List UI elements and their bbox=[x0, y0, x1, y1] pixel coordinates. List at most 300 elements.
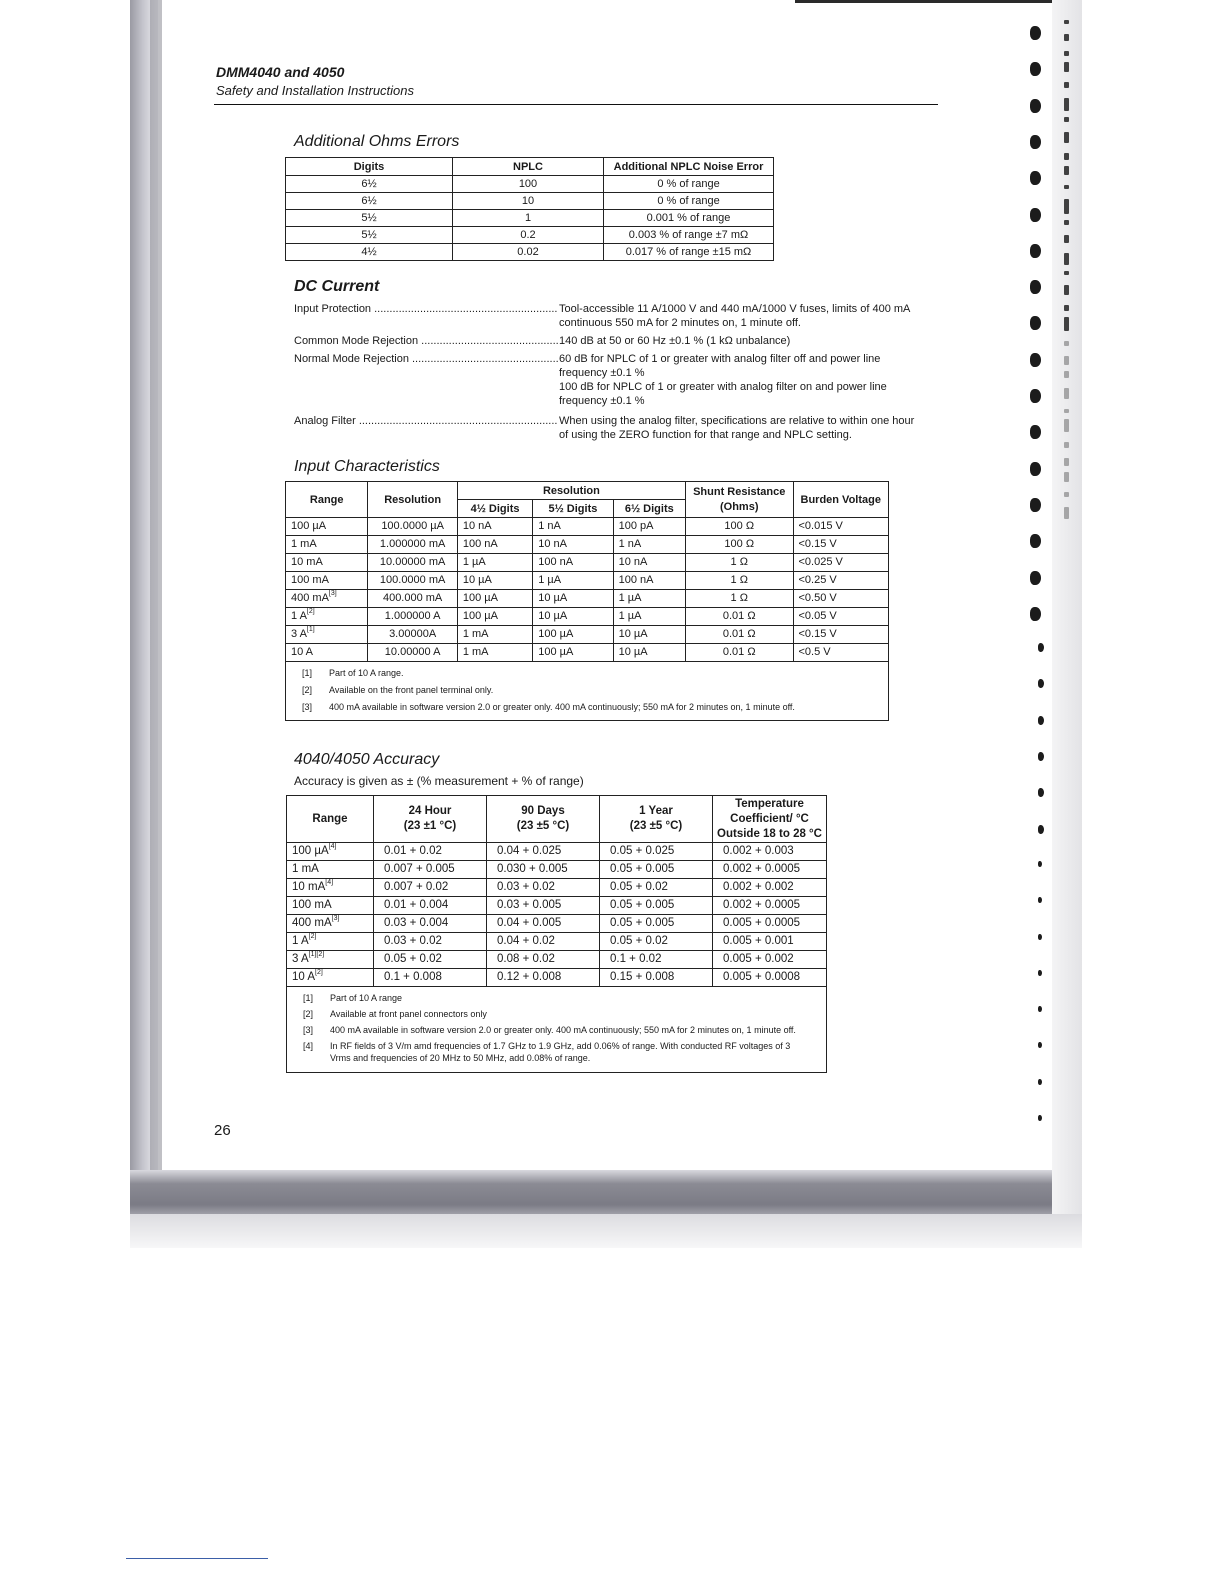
binding-ring bbox=[1038, 1042, 1042, 1048]
cell-range bbox=[287, 933, 374, 951]
table-row bbox=[286, 193, 774, 210]
cell-noise-error: 0 % of range bbox=[604, 176, 774, 193]
spec-value: When using the analog filter, specifications are relative to within one hour of using the ZERO function for that range and NPLC setting. bbox=[559, 415, 915, 441]
spine-mark bbox=[1064, 117, 1069, 122]
cell-text: 10 A bbox=[291, 646, 314, 658]
cell-temp bbox=[713, 879, 827, 897]
cell-text: 10 mA bbox=[291, 556, 323, 568]
cell-text: 1 µA bbox=[618, 592, 642, 604]
cell-d45 bbox=[457, 536, 532, 554]
cell-text: 10 µA bbox=[618, 646, 648, 658]
cell-h24 bbox=[374, 933, 487, 951]
table-row bbox=[287, 951, 827, 969]
cell-res bbox=[368, 608, 457, 626]
header-rule bbox=[214, 104, 938, 105]
cell-text: 1 mA bbox=[462, 646, 489, 658]
spec-normal-mode bbox=[294, 352, 924, 412]
cell-range bbox=[287, 915, 374, 933]
cell-digits: 5½ bbox=[286, 210, 453, 227]
binding-ring bbox=[1030, 498, 1041, 512]
cell-d45 bbox=[457, 626, 532, 644]
spine-mark bbox=[1064, 419, 1069, 432]
binding-spine bbox=[1060, 14, 1074, 514]
cell-text: 0.030 + 0.005 bbox=[497, 863, 568, 875]
binding-ring bbox=[1038, 679, 1044, 688]
col-range: Range bbox=[287, 796, 374, 843]
cell-text: 100.0000 mA bbox=[379, 574, 446, 586]
cell-text: 0.1 + 0.02 bbox=[610, 953, 662, 965]
cell-h24 bbox=[374, 969, 487, 987]
binding-ring bbox=[1030, 26, 1041, 40]
spec-input-protection bbox=[294, 302, 924, 332]
col-24-hour bbox=[374, 796, 487, 843]
binding-ring bbox=[1038, 1006, 1042, 1012]
ohms-heading: Additional Ohms Errors bbox=[294, 133, 460, 150]
spine-mark bbox=[1064, 132, 1069, 143]
accuracy-heading: 4040/4050 Accuracy bbox=[294, 751, 440, 768]
cell-text: 0.04 + 0.025 bbox=[497, 845, 562, 857]
cell-d55 bbox=[533, 644, 613, 662]
table-row bbox=[287, 933, 827, 951]
spine-mark bbox=[1064, 253, 1069, 265]
cell-d55 bbox=[533, 626, 613, 644]
cell-d90 bbox=[487, 915, 600, 933]
cell-text: 0.15 + 0.008 bbox=[610, 971, 675, 983]
cell-text: 1 A bbox=[292, 935, 309, 947]
underline-artifact bbox=[126, 1558, 268, 1559]
cell-res bbox=[368, 644, 457, 662]
cell-text: <0.015 V bbox=[798, 520, 843, 532]
spec-analog-filter bbox=[294, 414, 924, 444]
cell-text: 0.005 + 0.0005 bbox=[723, 917, 801, 929]
cell-range bbox=[287, 843, 374, 861]
col-shunt-resistance: Shunt Resistance (Ohms) bbox=[685, 482, 793, 518]
spec-value-line: 60 dB for NPLC of 1 or greater with analog filter off and power line frequency ±0.1 % bbox=[559, 353, 881, 379]
cell-shunt bbox=[685, 644, 793, 662]
col-range: Range bbox=[286, 482, 368, 518]
spine-mark bbox=[1064, 82, 1069, 88]
cell-text: 0.002 + 0.003 bbox=[723, 845, 794, 857]
cell-text: 3 A bbox=[292, 953, 309, 965]
cell-text: 0.002 + 0.0005 bbox=[723, 899, 801, 911]
cell-text: 1.000000 A bbox=[384, 610, 441, 622]
binding-ring bbox=[1038, 643, 1044, 652]
cell-d65 bbox=[613, 518, 685, 536]
binding-ring bbox=[1030, 99, 1041, 113]
cell-nplc: 10 bbox=[453, 193, 604, 210]
cell-h24 bbox=[374, 843, 487, 861]
table-row bbox=[287, 897, 827, 915]
spine-mark bbox=[1064, 442, 1069, 448]
footnote-number: [3] bbox=[302, 702, 313, 712]
cell-res bbox=[368, 572, 457, 590]
cell-text: <0.05 V bbox=[798, 610, 837, 622]
cell-d90 bbox=[487, 843, 600, 861]
spec-value: 140 dB at 50 or 60 Hz ±0.1 % (1 kΩ unbalance) bbox=[559, 335, 791, 347]
cell-res bbox=[368, 554, 457, 572]
spine-mark bbox=[1064, 507, 1069, 519]
cell-text: 0.007 + 0.02 bbox=[384, 881, 449, 893]
notes-row bbox=[287, 987, 827, 1073]
spine-mark bbox=[1064, 98, 1069, 111]
cell-h24 bbox=[374, 915, 487, 933]
spine-mark bbox=[1064, 317, 1069, 331]
footnote-ref: [3] bbox=[328, 590, 337, 597]
cell-digits: 5½ bbox=[286, 227, 453, 244]
cell-text: 100 nA bbox=[618, 574, 654, 586]
binding-ring bbox=[1030, 353, 1041, 367]
table-row bbox=[287, 843, 827, 861]
footnote-ref: [2] bbox=[315, 969, 323, 976]
header-line: (23 ±5 °C) bbox=[629, 820, 683, 832]
col-6-5-digits: 6½ Digits bbox=[613, 500, 685, 518]
cell-text: 1 Ω bbox=[730, 592, 748, 604]
cell-range bbox=[286, 554, 368, 572]
cell-d45 bbox=[457, 644, 532, 662]
binding-ring bbox=[1030, 62, 1041, 76]
cell-text: <0.5 V bbox=[798, 646, 831, 658]
cell-text: 10 nA bbox=[538, 538, 567, 550]
footnote bbox=[303, 992, 812, 1004]
cell-text: 100 µA bbox=[538, 628, 574, 640]
spine-mark bbox=[1064, 285, 1069, 295]
cell-text: 0.002 + 0.002 bbox=[723, 881, 794, 893]
cell-range bbox=[286, 590, 368, 608]
cell-burden bbox=[793, 590, 889, 608]
binding-ring bbox=[1030, 607, 1041, 621]
cell-text: 0.05 + 0.02 bbox=[610, 935, 668, 947]
table-header-row bbox=[286, 158, 774, 176]
table-row bbox=[287, 879, 827, 897]
input-characteristics-table bbox=[285, 481, 889, 721]
footnote-number: [2] bbox=[302, 685, 313, 695]
cell-nplc: 100 bbox=[453, 176, 604, 193]
cell-text: 100 mA bbox=[291, 574, 329, 586]
spine-mark bbox=[1064, 185, 1069, 189]
table-row bbox=[286, 608, 889, 626]
cell-y1 bbox=[600, 843, 713, 861]
cell-range bbox=[286, 572, 368, 590]
table-row bbox=[286, 554, 889, 572]
cell-d45 bbox=[457, 554, 532, 572]
spec-common-mode bbox=[294, 334, 924, 350]
cell-text: 0.08 + 0.02 bbox=[497, 953, 555, 965]
footnote-ref: [1] bbox=[306, 626, 315, 633]
cell-d55 bbox=[533, 536, 613, 554]
cell-range bbox=[286, 536, 368, 554]
cell-range bbox=[287, 969, 374, 987]
cell-y1 bbox=[600, 933, 713, 951]
binding-ring bbox=[1030, 571, 1041, 585]
binding-ring bbox=[1030, 244, 1041, 258]
footnote-text: Available at front panel connectors only bbox=[330, 1009, 487, 1019]
cell-d55 bbox=[533, 572, 613, 590]
cell-text: 0.05 + 0.005 bbox=[610, 917, 675, 929]
cell-d65 bbox=[613, 644, 685, 662]
table-row bbox=[287, 861, 827, 879]
accuracy-table bbox=[286, 795, 827, 1073]
cell-digits: 6½ bbox=[286, 176, 453, 193]
cell-d55 bbox=[533, 608, 613, 626]
binding-ring bbox=[1038, 934, 1042, 940]
cell-d90 bbox=[487, 861, 600, 879]
spec-label: Normal Mode Rejection ..... bbox=[294, 352, 558, 366]
header-line: 24 Hour bbox=[408, 805, 452, 817]
binding-ring bbox=[1038, 788, 1044, 797]
table-row bbox=[286, 590, 889, 608]
cell-text: 100 Ω bbox=[724, 538, 755, 550]
cell-digits: 4½ bbox=[286, 244, 453, 261]
cell-text: 100 µA bbox=[291, 520, 327, 532]
cell-nplc: 0.02 bbox=[453, 244, 604, 261]
manual-subtitle: Safety and Installation Instructions bbox=[216, 83, 415, 98]
cell-y1 bbox=[600, 861, 713, 879]
scan-bottom-band bbox=[130, 1170, 1052, 1216]
cell-text: 1 mA bbox=[462, 628, 489, 640]
footnote-text: 400 mA available in software version 2.0 or greater only. 400 mA continuously; 550 mA for 2 minutes on, 1 minute off. bbox=[330, 1025, 796, 1035]
header-line: (23 ±1 °C) bbox=[403, 820, 457, 832]
cell-text: 10 µA bbox=[618, 628, 648, 640]
cell-d65 bbox=[613, 554, 685, 572]
table-header-row bbox=[287, 796, 827, 843]
footnote bbox=[302, 699, 874, 716]
cell-d90 bbox=[487, 951, 600, 969]
col-90-days bbox=[487, 796, 600, 843]
spine-mark bbox=[1064, 409, 1069, 413]
header-line: Outside 18 to 28 °C bbox=[717, 827, 822, 840]
footnotes bbox=[287, 987, 827, 1073]
cell-temp bbox=[713, 933, 827, 951]
cell-text: 0.05 + 0.02 bbox=[610, 881, 668, 893]
cell-text: 100 mA bbox=[292, 899, 332, 911]
col-temperature-coefficient bbox=[713, 796, 827, 843]
table-row bbox=[286, 536, 889, 554]
cell-text: 0.05 + 0.005 bbox=[610, 899, 675, 911]
cell-range bbox=[286, 608, 368, 626]
cell-text: 1.000000 mA bbox=[379, 538, 446, 550]
cell-temp bbox=[713, 843, 827, 861]
page-number: 26 bbox=[214, 1122, 231, 1139]
cell-text: 0.03 + 0.005 bbox=[497, 899, 562, 911]
col-5-5-digits: 5½ Digits bbox=[533, 500, 613, 518]
table-row bbox=[286, 244, 774, 261]
cell-text: 10 nA bbox=[618, 556, 648, 568]
cell-nplc: 1 bbox=[453, 210, 604, 227]
cell-res bbox=[368, 590, 457, 608]
spine-mark bbox=[1064, 220, 1069, 225]
spec-label: Input Protection ..... bbox=[294, 302, 558, 316]
cell-nplc: 0.2 bbox=[453, 227, 604, 244]
footnote-number: [1] bbox=[303, 993, 314, 1003]
cell-d65 bbox=[613, 608, 685, 626]
cell-d55 bbox=[533, 554, 613, 572]
binding-ring bbox=[1030, 462, 1041, 476]
footnote-number: [1] bbox=[302, 668, 313, 678]
cell-text: 0.005 + 0.002 bbox=[723, 953, 794, 965]
binding-ring bbox=[1030, 280, 1041, 294]
cell-temp bbox=[713, 969, 827, 987]
header-line: 90 Days bbox=[521, 805, 565, 817]
notes-row bbox=[286, 662, 889, 721]
cell-text: 10.00000 mA bbox=[379, 556, 446, 568]
cell-text: 0.04 + 0.005 bbox=[497, 917, 562, 929]
cell-text: 100 µA bbox=[538, 646, 574, 658]
cell-text: <0.15 V bbox=[798, 538, 837, 550]
cell-text: 10 nA bbox=[462, 520, 492, 532]
cell-range bbox=[286, 644, 368, 662]
cell-d55 bbox=[533, 590, 613, 608]
spine-mark bbox=[1064, 199, 1069, 214]
cell-y1 bbox=[600, 951, 713, 969]
header-line: Coefficient/ °C bbox=[730, 812, 809, 825]
cell-text: 0.01 Ω bbox=[722, 628, 756, 640]
cell-text: 100 µA bbox=[462, 610, 498, 622]
spec-label: Common Mode Rejection ..... bbox=[294, 334, 558, 348]
binding-ring bbox=[1038, 1079, 1042, 1085]
spine-mark bbox=[1064, 34, 1069, 41]
cell-burden bbox=[793, 608, 889, 626]
cell-text: 10 µA bbox=[538, 592, 568, 604]
cell-text: 400 mA bbox=[292, 917, 332, 929]
cell-burden bbox=[793, 554, 889, 572]
accuracy-intro: Accuracy is given as ± (% measurement + % of range) bbox=[294, 774, 584, 788]
cell-shunt bbox=[685, 518, 793, 536]
table-row bbox=[286, 644, 889, 662]
table-row bbox=[287, 969, 827, 987]
cell-y1 bbox=[600, 969, 713, 987]
cell-text: 0.002 + 0.0005 bbox=[723, 863, 801, 875]
cell-text: 0.03 + 0.02 bbox=[384, 935, 442, 947]
footnote-text: Part of 10 A range. bbox=[329, 668, 404, 678]
col-digits: Digits bbox=[286, 158, 453, 176]
cell-text: <0.15 V bbox=[798, 628, 837, 640]
footnote-ref: [2] bbox=[306, 608, 315, 615]
cell-text: 1 Ω bbox=[730, 556, 748, 568]
header-line: 1 Year bbox=[639, 805, 673, 817]
cell-text: 10 µA bbox=[538, 610, 568, 622]
cell-text: 400 mA bbox=[291, 592, 329, 604]
cell-shunt bbox=[685, 608, 793, 626]
manual-title: DMM4040 and 4050 bbox=[216, 64, 345, 80]
cell-range bbox=[286, 518, 368, 536]
cell-text: 3.00000A bbox=[389, 628, 437, 640]
cell-text: 400.000 mA bbox=[382, 592, 443, 604]
scan-top-line bbox=[795, 0, 1082, 3]
footnote-ref: [3] bbox=[331, 915, 340, 922]
cell-noise-error: 0.017 % of range ±15 mΩ bbox=[604, 244, 774, 261]
table-header-row bbox=[286, 482, 889, 500]
cell-h24 bbox=[374, 879, 487, 897]
spine-mark bbox=[1064, 341, 1069, 346]
spine-mark bbox=[1064, 371, 1069, 378]
cell-text: 0.12 + 0.008 bbox=[497, 971, 562, 983]
footnote bbox=[303, 1040, 812, 1064]
cell-d90 bbox=[487, 933, 600, 951]
binding-ring bbox=[1030, 534, 1041, 548]
cell-text: 0.01 Ω bbox=[722, 610, 756, 622]
cell-d65 bbox=[613, 536, 685, 554]
cell-text: 3 A bbox=[291, 628, 307, 640]
footnotes bbox=[286, 662, 889, 721]
binding-ring bbox=[1038, 1115, 1042, 1121]
footnote-number: [3] bbox=[303, 1025, 314, 1035]
spine-mark bbox=[1064, 51, 1069, 56]
binding-ring bbox=[1030, 316, 1041, 330]
spec-value: Tool-accessible 11 A/1000 V and 440 mA/1000 V fuses, limits of 400 mA continuous 550 mA for 2 minutes on, 1 minute off. bbox=[559, 303, 910, 329]
footnote-number: [2] bbox=[303, 1009, 314, 1019]
binding-ring bbox=[1038, 752, 1044, 761]
binding-ring bbox=[1038, 825, 1044, 834]
cell-d90 bbox=[487, 969, 600, 987]
cell-y1 bbox=[600, 897, 713, 915]
spine-mark bbox=[1064, 20, 1069, 24]
cell-d45 bbox=[457, 608, 532, 626]
table-row bbox=[286, 518, 889, 536]
binding-ring bbox=[1030, 389, 1041, 403]
footnote bbox=[303, 1024, 812, 1036]
table-row bbox=[286, 176, 774, 193]
cell-text: 100 µA bbox=[462, 592, 498, 604]
table-row bbox=[286, 572, 889, 590]
cell-text: 100.0000 µA bbox=[381, 520, 444, 532]
cell-h24 bbox=[374, 897, 487, 915]
cell-text: 100 Ω bbox=[724, 520, 755, 532]
binding-ring bbox=[1038, 897, 1042, 903]
cell-d45 bbox=[457, 590, 532, 608]
cell-text: 100 µA bbox=[292, 845, 329, 857]
cell-text: 10 A bbox=[292, 971, 316, 983]
spine-mark bbox=[1064, 235, 1069, 243]
cell-d55 bbox=[533, 518, 613, 536]
spine-mark bbox=[1064, 305, 1069, 311]
cell-text: 100 nA bbox=[538, 556, 574, 568]
cell-shunt bbox=[685, 626, 793, 644]
cell-noise-error: 0.003 % of range ±7 mΩ bbox=[604, 227, 774, 244]
scan-bottom-fade bbox=[130, 1214, 1082, 1248]
header-line: Temperature bbox=[735, 797, 804, 810]
cell-h24 bbox=[374, 861, 487, 879]
footnote bbox=[302, 665, 874, 682]
col-resolution-group: Resolution bbox=[457, 482, 685, 500]
binding-ring bbox=[1030, 171, 1041, 185]
cell-text: 1 mA bbox=[292, 863, 319, 875]
cell-text: 1 µA bbox=[462, 556, 486, 568]
cell-h24 bbox=[374, 951, 487, 969]
cell-y1 bbox=[600, 879, 713, 897]
cell-text: 1 nA bbox=[618, 538, 642, 550]
col-nplc: NPLC bbox=[453, 158, 604, 176]
cell-burden bbox=[793, 536, 889, 554]
cell-text: 0.005 + 0.0008 bbox=[723, 971, 801, 983]
cell-y1 bbox=[600, 915, 713, 933]
col-1-year bbox=[600, 796, 713, 843]
footnote-text: In RF fields of 3 V/m amd frequencies of 1.7 GHz to 1.9 GHz, add 0.06% of range. With conducted RF voltages of 3 Vrms and frequencies of 20 MHz to 50 MHz, add 0.08% of range. bbox=[330, 1041, 791, 1063]
binding-ring bbox=[1030, 425, 1041, 439]
cell-temp bbox=[713, 951, 827, 969]
cell-burden bbox=[793, 644, 889, 662]
cell-text: 100 pA bbox=[618, 520, 654, 532]
cell-text: 0.05 + 0.02 bbox=[384, 953, 442, 965]
col-noise-error: Additional NPLC Noise Error bbox=[604, 158, 774, 176]
cell-text: 0.01 Ω bbox=[722, 646, 756, 658]
cell-range bbox=[287, 951, 374, 969]
footnote-text: Part of 10 A range bbox=[330, 993, 403, 1003]
cell-text: <0.025 V bbox=[798, 556, 843, 568]
spine-mark bbox=[1064, 356, 1069, 365]
footnote-text: Available on the front panel terminal only. bbox=[329, 685, 494, 695]
cell-text: 1 Ω bbox=[730, 574, 748, 586]
cell-text: 0.1 + 0.008 bbox=[384, 971, 442, 983]
